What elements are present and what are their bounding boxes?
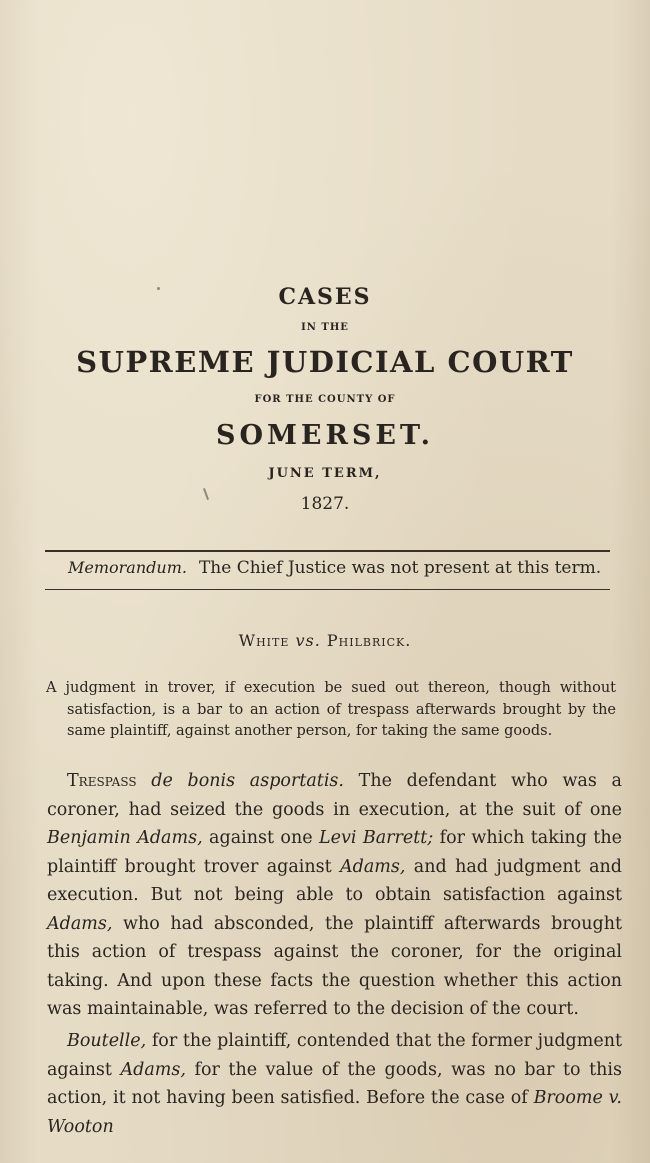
title-court: SUPREME JUDICIAL COURT [76, 345, 574, 379]
lead-word: Trespass [67, 771, 137, 791]
counsel-name: Boutelle, [67, 1031, 147, 1051]
text-run: for the value of the goods, was no bar to this action, it not having been satisfied. Before the case of [47, 1059, 622, 1108]
headnote-text: A judgment in trover, if execution be sued out thereon, though without satisfaction, is a bar to an action of trespass afterwards brought by the same plaintiff, against another person, for taking the same goods. [46, 680, 616, 739]
case-reference: Broome v. Wooton [47, 1088, 622, 1137]
text-run: against one [202, 828, 319, 848]
paragraph-facts [47, 767, 622, 1024]
title-cases: CASES [278, 284, 372, 310]
case-plaintiff: White [238, 631, 290, 650]
party-name: Adams, [47, 913, 113, 934]
paragraph-argument [47, 1027, 622, 1141]
text-run: who had absconded, the plaintiff afterwards brought this action of trespass against the coroner, for the original taking. And upon these facts the question whether this action was maintainable, was referred to the decision of the court. [47, 913, 622, 1019]
text-run: The defendant who was a coroner, had seized the goods in execution, at the suit of one [47, 771, 622, 820]
title-for-county: FOR THE COUNTY OF [254, 394, 396, 405]
headnote [46, 678, 616, 743]
party-name: Adams, [120, 1059, 186, 1080]
text-run: for the plaintiff, contended that the former judgment against [47, 1031, 622, 1080]
text-run: and had judgment and execution. But not being able to obtain satisfaction against [47, 856, 622, 905]
title-county: SOMERSET. [215, 420, 434, 451]
memorandum-label: Memorandum. [68, 558, 187, 577]
memo-rule-bottom [45, 589, 610, 590]
party-name: Benjamin Adams, [47, 828, 203, 848]
case-versus: vs. [295, 631, 321, 650]
memorandum [68, 558, 608, 578]
party-name: Adams, [340, 856, 406, 877]
title-term: JUNE TERM, [268, 466, 382, 481]
memorandum-text: The Chief Justice was not present at this term. [198, 558, 602, 578]
party-name: Levi Barrett; [319, 828, 434, 848]
writ-name: de bonis asportatis. [151, 771, 344, 791]
case-title [0, 631, 650, 650]
title-year: 1827. [300, 494, 350, 514]
title-in-the: IN THE [301, 322, 349, 333]
text-run: for which taking the plaintiff brought trover against [47, 828, 622, 877]
memo-rule-top [45, 550, 610, 552]
case-defendant: Philbrick. [326, 631, 412, 650]
